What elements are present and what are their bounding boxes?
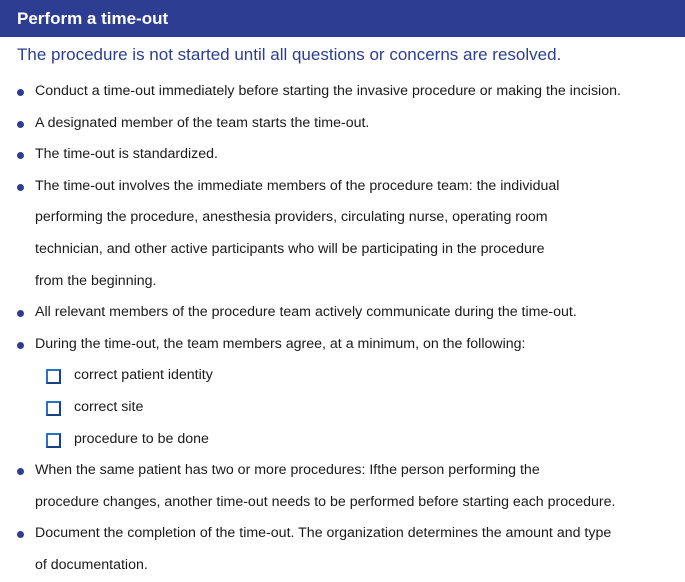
checklist — [35, 360, 685, 455]
checkbox-icon — [46, 433, 61, 448]
bullet-item — [0, 518, 685, 581]
bullet-item — [0, 329, 685, 455]
bullet-text-line: When the same patient has two or more procedures: Ifthe person performing the — [35, 462, 540, 479]
section-header — [0, 0, 685, 37]
bullet-dot-icon — [17, 152, 24, 159]
bullet-item — [0, 139, 685, 171]
checklist-item — [35, 392, 685, 424]
checklist-item-label: correct patient identity — [74, 367, 213, 384]
bullet-dot-icon — [17, 89, 24, 96]
checklist-item-label: correct site — [74, 398, 144, 415]
bullet-text-line: The time-out involves the immediate members of the procedure team: the individual — [35, 177, 560, 194]
bullet-text-line: performing the procedure, anesthesia providers, circulating nurse, operating room — [35, 209, 548, 226]
bullet-dot-icon — [17, 184, 24, 191]
bullet-text-line: technician, and other active participants who will be participating in the procedure — [35, 240, 545, 257]
bullet-text-line: procedure changes, another time-out needs to be performed before starting each procedure. — [35, 493, 616, 510]
bullet-item — [0, 455, 685, 518]
checkbox-icon — [46, 369, 61, 384]
bullet-dot-icon — [17, 121, 24, 128]
bullet-list — [0, 76, 685, 582]
bullet-text-line: All relevant members of the procedure team actively communicate during the time-out. — [35, 304, 577, 321]
bullet-text-line: Conduct a time-out immediately before starting the invasive procedure or making the incision. — [35, 83, 621, 99]
bullet-text-line: from the beginning. — [35, 272, 157, 289]
checkbox-icon — [46, 401, 61, 416]
bullet-dot-icon — [17, 342, 24, 349]
bullet-dot-icon — [17, 531, 24, 538]
bullet-item — [0, 297, 685, 329]
bullet-dot-icon — [17, 468, 24, 475]
section-title: Perform a time-out — [17, 9, 169, 28]
bullet-item — [0, 171, 685, 297]
checklist-item — [35, 424, 685, 456]
bullet-dot-icon — [17, 310, 24, 317]
bullet-text-line: Document the completion of the time-out. The organization determines the amount and type — [35, 525, 612, 542]
bullet-text-line: of documentation. — [35, 556, 148, 573]
bullet-text-line: The time-out is standardized. — [35, 146, 218, 163]
bullet-item — [0, 108, 685, 140]
bullet-item — [0, 76, 685, 108]
checklist-item — [35, 360, 685, 392]
bullet-text-line: During the time-out, the team members agree, at a minimum, on the following: — [35, 335, 526, 352]
checklist-item-label: procedure to be done — [74, 430, 209, 447]
bullet-text-line: A designated member of the team starts the time-out. — [35, 114, 370, 131]
subtitle: The procedure is not started until all questions or concerns are resolved. — [17, 45, 562, 64]
